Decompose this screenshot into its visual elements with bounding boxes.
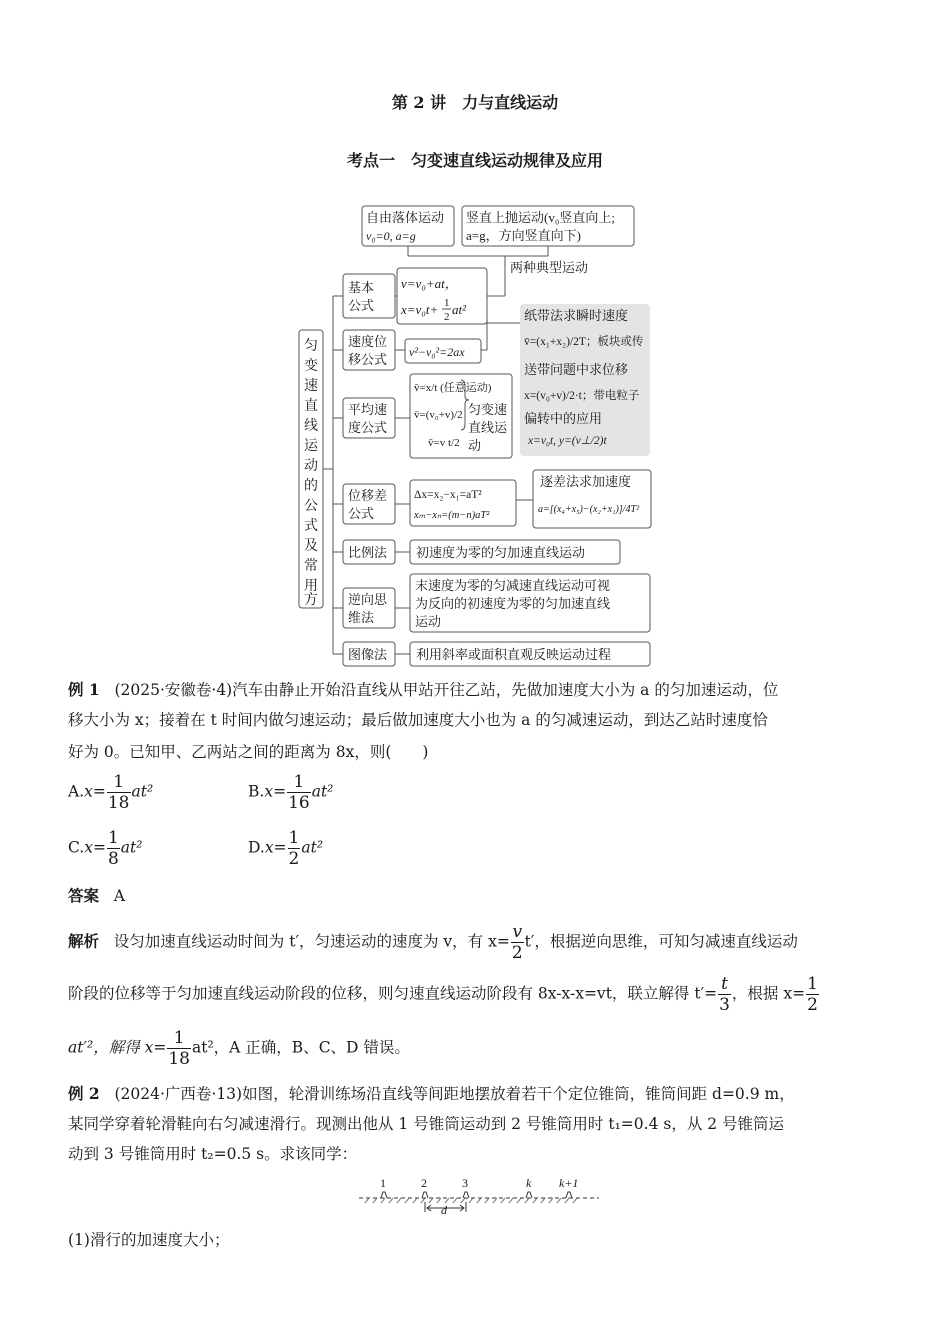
example2-source: (2024·广西卷·13): [114, 1085, 243, 1103]
example1-line1: [68, 676, 880, 704]
avg-note-2: 直线运: [468, 420, 508, 435]
root-char-1: 变: [304, 359, 318, 374]
option-lhs: x=: [84, 838, 106, 857]
analysis-label: 解析: [68, 931, 100, 951]
reverse-l1: 末速度为零的匀减速直线运动可视: [415, 578, 611, 593]
analysis-line2: [68, 974, 880, 1015]
concept-map: [290, 198, 660, 670]
frac-num: 1: [107, 772, 131, 793]
root-char-9: 式: [304, 519, 318, 534]
option-lhs: x=: [264, 838, 287, 857]
avg-f3: v̄=v t/2: [428, 437, 460, 449]
veldisp-label: 速度位: [348, 334, 388, 349]
example1-text1: 汽车由静止开始沿直线从甲站开往乙站，先做加速度大小为 a 的匀加速运动，位: [232, 681, 779, 699]
frac-den: 8: [107, 849, 119, 869]
reverse-l2: 为反向的初速度为零的匀加速直线: [415, 596, 611, 611]
avg-f1: v̄=x/t (任意运动): [414, 382, 492, 394]
cone-label-3: 3: [462, 1176, 468, 1190]
frac-num: 1: [287, 772, 311, 793]
frac-num: v: [512, 922, 523, 942]
root-char-11: 常: [304, 559, 318, 574]
analysis-3a: at′²，解得 x=: [68, 1038, 167, 1057]
example1-source: (2025·安徽卷·4): [114, 681, 233, 699]
option-label: B.: [248, 782, 265, 801]
example2-line1: [68, 1080, 880, 1108]
question-1: (1)滑行的加速度大小；: [68, 1231, 230, 1249]
avg-label: 平均速: [348, 402, 388, 417]
option-a[interactable]: [68, 772, 153, 813]
gray-l2: v̄=(x₁+x₂)/2T；板块或传: [524, 336, 644, 348]
avg-label-2: 度公式: [348, 420, 388, 435]
basic-f2b: at²: [452, 302, 467, 317]
option-rhs: at²: [301, 838, 324, 857]
option-label: C.: [68, 838, 85, 857]
gray-l5: 偏转中的应用: [524, 411, 603, 426]
root-char-2: 速: [304, 379, 318, 394]
option-d[interactable]: [248, 828, 323, 869]
frac-den: 18: [107, 793, 130, 813]
example2-line2: 某同学穿着轮滑鞋向右匀减速滑行。现测出他从 1 号锥筒运动到 2 号锥筒用时 t₁=0.4 s，从 2 号锥筒运: [68, 1115, 785, 1133]
root-char-13: 方: [304, 593, 318, 608]
graph-label: 图像法: [348, 647, 388, 662]
frac-den: 18: [168, 1049, 190, 1069]
root-char-10: 及: [304, 539, 318, 554]
answer-line: [68, 882, 880, 910]
example1-line3: 好为 0。已知甲、乙两站之间的距离为 8x，则( ): [68, 743, 429, 761]
gray-l3: 送带问题中求位移: [524, 362, 629, 377]
cone-label-1: 1: [380, 1176, 386, 1190]
root-char-3: 直: [304, 399, 318, 414]
frac-den: 2: [511, 943, 523, 963]
analysis-1a: 设匀加速直线运动时间为 t′，匀速运动的速度为 v，有 x=: [113, 932, 510, 951]
root-char-12: 用: [304, 579, 318, 594]
root-char-6: 动: [304, 459, 318, 474]
option-rhs: at²: [311, 782, 334, 801]
frac-den: 2: [288, 849, 300, 869]
vertical-up-cond: a=g，方向竖直向下): [466, 228, 581, 243]
basic-label-2: 公式: [348, 298, 375, 313]
frac-den: 16: [288, 793, 310, 813]
option-rhs: at²: [120, 838, 143, 857]
option-lhs: x=: [84, 782, 106, 801]
answer-label: 答案: [68, 886, 100, 905]
root-char-7: 的: [304, 479, 318, 494]
root-char-5: 运: [304, 439, 318, 454]
distance-label: d: [441, 1203, 447, 1217]
cone-label-2: 2: [421, 1176, 427, 1190]
frac-num: 1: [807, 974, 818, 994]
reverse-label-2: 维法: [348, 610, 375, 625]
free-fall-title: 自由落体运动: [366, 210, 445, 225]
section-title: 考点一 匀变速直线运动规律及应用: [346, 151, 603, 170]
gray-l1: 纸带法求瞬时速度: [524, 308, 629, 323]
succdiff-title: 逐差法求加速度: [540, 474, 632, 489]
typical-label: 两种典型运动: [510, 260, 589, 275]
analysis-2a: 阶段的位移等于匀加速直线运动阶段的位移，则匀速直线运动阶段有 8x-x-x=vt，联立解得 t′=: [68, 984, 718, 1003]
lecture-title: 第 2 讲 力与直线运动: [391, 93, 559, 112]
example1-tag: 例 1: [68, 680, 100, 699]
reverse-l3: 运动: [415, 614, 442, 629]
reverse-label: 逆向思: [348, 592, 388, 607]
cone-label-k: k: [526, 1176, 532, 1190]
option-label: D.: [248, 838, 265, 857]
option-label: A.: [68, 782, 85, 801]
analysis-line3: [68, 1028, 880, 1069]
basic-label: 基本: [348, 280, 375, 295]
ratio-label: 比例法: [348, 545, 388, 560]
ratio-text: 初速度为零的匀加速直线运动: [416, 545, 586, 560]
frac-num: 1: [167, 1028, 191, 1049]
example2-text1: 如图，轮滑训练场沿直线等间距地摆放着若干个定位锥筒，锥筒间距 d=0.9 m，: [242, 1085, 795, 1103]
veldisp-label-2: 移公式: [348, 352, 388, 367]
frac-num: 1: [107, 828, 119, 848]
example2-tag: 例 2: [68, 1084, 100, 1103]
analysis-1b: t′，根据逆向思维，可知匀减速直线运动: [524, 932, 798, 951]
basic-f2d: 2: [444, 311, 450, 323]
frac-den: 2: [807, 995, 818, 1015]
option-c[interactable]: [68, 828, 142, 869]
cone-figure: [355, 1172, 605, 1218]
avg-note-3: 动: [468, 438, 482, 453]
analysis-3b: at²，A 正确，B、C、D 错误。: [192, 1038, 410, 1057]
basic-f2a: x=v₀t+: [401, 302, 439, 317]
root-char-4: 线: [304, 419, 318, 434]
option-b[interactable]: [248, 772, 333, 813]
graph-text: 利用斜率或面积直观反映运动过程: [416, 647, 612, 662]
basic-f2n: 1: [444, 297, 450, 309]
dispdiff-label: 位移差: [348, 488, 388, 503]
dispdiff-f2: xₘ−xₙ=(m−n)aT²: [414, 510, 490, 521]
analysis-2b: ，根据 x=: [731, 984, 806, 1003]
option-rhs: at²: [131, 782, 154, 801]
answer-value: A: [113, 887, 125, 905]
example2-line3: 动到 3 号锥筒用时 t₂=0.5 s。求该同学：: [68, 1145, 358, 1163]
veldisp-f: v²−v₀²=2ax: [409, 345, 465, 359]
frac-num: t: [718, 974, 731, 995]
free-fall-cond: v₀=0, a=g: [366, 229, 416, 243]
succdiff-f: a=[(x₄+x₅)−(x₂+x₁)]/4T²: [538, 504, 640, 515]
option-lhs: x=: [264, 782, 287, 801]
dispdiff-f1: Δx=x₂−x₁=aT²: [414, 489, 482, 501]
example1-line2: 移大小为 x；接着在 t 时间内做匀速运动；最后做加速度大小也为 a 的匀减速运动，到达乙站时速度恰: [68, 711, 768, 729]
frac-den: 3: [719, 995, 730, 1015]
frac-num: 1: [288, 828, 300, 848]
avg-f2: v̄=(v₀+v)/2: [414, 409, 463, 421]
analysis-line1: [68, 922, 880, 963]
root-char-8: 公: [304, 499, 318, 514]
root-char-0: 匀: [304, 339, 318, 354]
cone-label-k1: k+1: [559, 1176, 579, 1190]
dispdiff-label-2: 公式: [348, 506, 375, 521]
gray-l4: x=(v₀+v)/2·t；带电粒子: [524, 390, 640, 402]
gray-l6: x=v₀t, y=(v⊥/2)t: [528, 435, 607, 447]
basic-f1: v=v₀+at，: [401, 276, 458, 291]
vertical-up-title: 竖直上抛运动(v₀竖直向上;: [466, 210, 615, 225]
avg-note: 匀变速: [468, 402, 508, 417]
